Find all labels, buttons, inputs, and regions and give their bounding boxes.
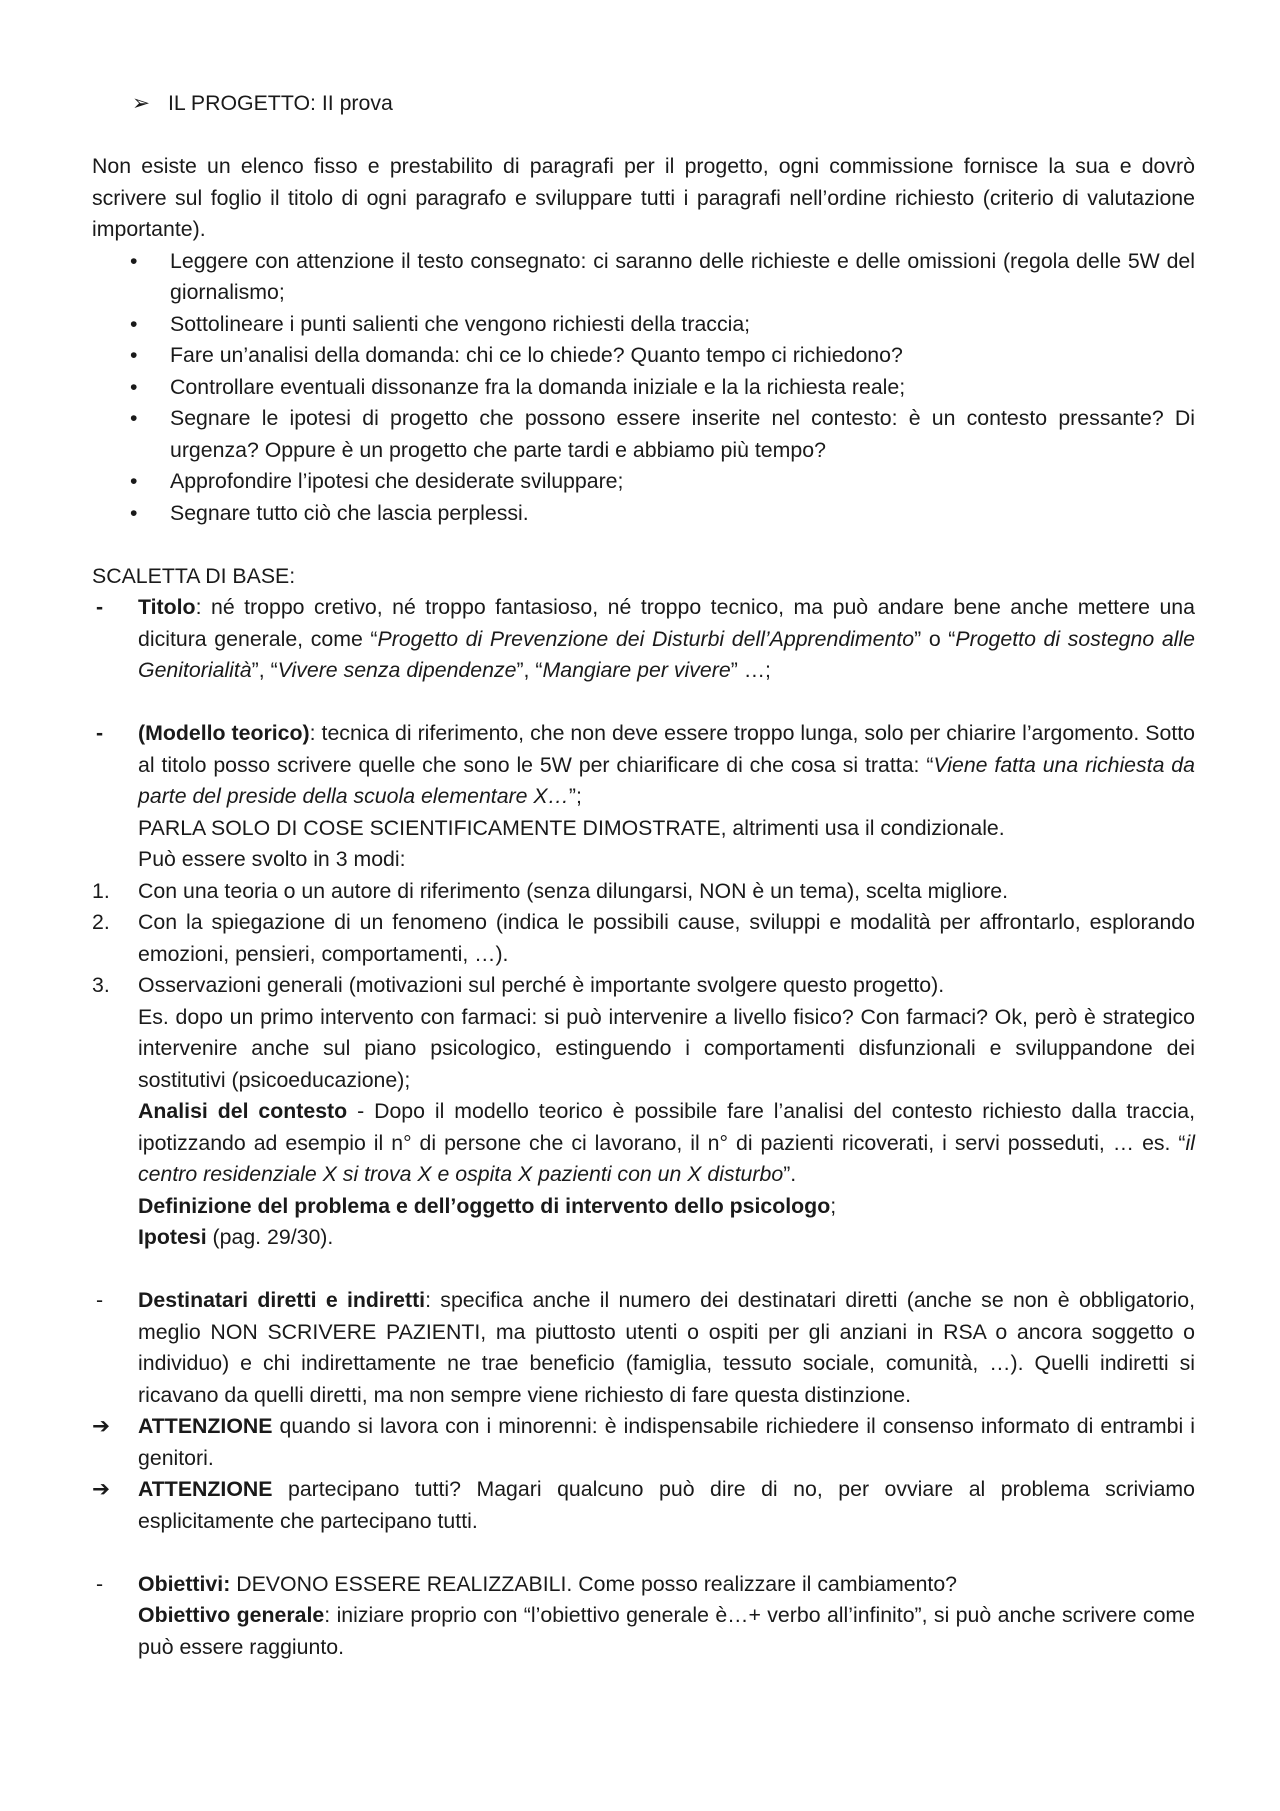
dash-bullet-icon: - (96, 721, 104, 745)
obiettivi-label: Obiettivi: (138, 1571, 231, 1596)
obiettivo-generale-paragraph: Obiettivo generale: iniziare proprio con “l’obiettivo generale è…+ verbo all’infinito”, si può anche scrivere come può essere raggiunto. (138, 1603, 1196, 1659)
example-paragraph: Es. dopo un primo intervento con farmaci: si può intervenire a livello fisico? Con farmaci? Ok, però è strategico intervenire anche sul piano psicologico, estinguendo i comportamenti disfunzionali e sviluppandone dei sostitutivi (psicoeducazione); (138, 1004, 1195, 1092)
list-item: • Segnare tutto ciò che lascia perplessi. (92, 498, 1195, 530)
arrow-right-icon: ➔ (92, 1477, 110, 1501)
item-number: 2. (92, 910, 110, 934)
list-item: • Fare un’analisi della domanda: chi ce lo chiede? Quanto tempo ci richiedono? (92, 340, 1195, 372)
numbered-item: 3. Osservazioni generali (motivazioni sul perché è importante svolgere questo progetto). (92, 970, 1195, 1002)
arrowhead-bullet-icon: ➢ (132, 91, 150, 115)
bullet-icon: • (130, 406, 138, 430)
numbered-item: 2. Con la spiegazione di un fenomeno (indica le possibili cause, sviluppi e modalità per affrontarlo, esplorando emozioni, pensieri, comportamenti, …). (92, 907, 1195, 970)
definizione-line: Definizione del problema e dell’oggetto di intervento dello psicologo; (138, 1193, 837, 1218)
bullet-icon: • (130, 248, 138, 273)
item-number: 1. (92, 878, 110, 903)
analisi-paragraph: Analisi del contesto - Dopo il modello teorico è possibile fare l’analisi del contesto richiesto dalla traccia, ipotizzando ad esempio il n° di persone che ci lavorano, il n° di pazienti ricoverati, i servi posseduti, … es. “il centro residenziale X si trova X e ospita X pazienti con un X disturbo”. (138, 1099, 1195, 1186)
destinatari-item: - Destinatari diretti e indiretti: specifica anche il numero dei destinatari diretti (anche se non è obbligatorio, meglio NON SCRIVERE PAZIENTI, ma piuttosto utenti o ospiti per gli anziani in RSA o ancora soggetto o individuo) e chi indirettamente ne trae beneficio (famiglia, tessuto sociale, comunità, …). Quelli indiretti si ricavano da quelli diretti, ma non sempre viene richiesto di fare questa distinzione. (92, 1285, 1195, 1411)
section-heading (92, 88, 1195, 120)
dash-bullet-icon: - (96, 1571, 104, 1596)
bullet-icon: • (130, 311, 138, 336)
bullet-list (92, 246, 1195, 530)
modello-note: PARLA SOLO DI COSE SCIENTIFICAMENTE DIMOSTRATE, altrimenti usa il condizionale. (138, 815, 1005, 840)
document-page (92, 88, 1195, 1663)
bullet-icon: • (130, 500, 138, 525)
list-item: • Sottolineare i punti salienti che vengono richiesti della traccia; (92, 309, 1195, 341)
list-item: • Controllare eventuali dissonanze fra la domanda iniziale e la la richiesta reale; (92, 372, 1195, 404)
attenzione-item: ➔ ATTENZIONE partecipano tutti? Magari qualcuno può dire di no, per ovviare al problema scriviamo esplicitamente che partecipano tutti. (92, 1474, 1195, 1537)
bullet-icon: • (130, 374, 138, 399)
item-number: 3. (92, 973, 110, 997)
list-item: • Approfondire l’ipotesi che desiderate sviluppare; (92, 466, 1195, 498)
titolo-item: - Titolo: né troppo cretivo, né troppo fantasioso, né troppo tecnico, ma può andare bene anche mettere una dicitura generale, come “Progetto di Prevenzione dei Disturbi dell’Apprendimento” o “Progetto di sostegno alle Genitorialità”, “Vivere senza dipendenze”, “Mangiare per vivere” …; (92, 592, 1195, 687)
titolo-label: Titolo (138, 595, 196, 619)
modello-label: (Modello teorico) (138, 721, 310, 745)
obiettivi-item: - Obiettivi: DEVONO ESSERE REALIZZABILI. Come posso realizzare il cambiamento? (92, 1569, 1195, 1601)
list-item: • Segnare le ipotesi di progetto che possono essere inserite nel contesto: è un contesto pressante? Di urgenza? Oppure è un progetto che parte tardi e abbiamo più tempo? (92, 403, 1195, 466)
arrow-right-icon: ➔ (92, 1414, 110, 1438)
modello-item: - (Modello teorico): tecnica di riferimento, che non deve essere troppo lunga, solo per chiarire l’argomento. Sotto al titolo posso scrivere quelle che sono le 5W per chiarificare di che cosa si tratta: “Viene fatta una richiesta da parte del preside della scuola elementare X…”; (92, 718, 1195, 813)
intro-paragraph: Non esiste un elenco fisso e prestabilito di paragrafi per il progetto, ogni commissione fornisce la sua e dovrò scrivere sul foglio il titolo di ogni paragrafo e sviluppare tutti i paragrafi nell’ordine richiesto (criterio di valutazione importante). (92, 154, 1195, 241)
dash-bullet-icon: - (96, 1288, 104, 1312)
ipotesi-line: Ipotesi (pag. 29/30). (138, 1225, 334, 1249)
bullet-icon: • (130, 469, 138, 493)
numbered-item: 1. Con una teoria o un autore di riferimento (senza dilungarsi, NON è un tema), scelta migliore. (92, 876, 1195, 908)
modello-modes-intro: Può essere svolto in 3 modi: (138, 847, 406, 871)
dash-bullet-icon: - (96, 595, 104, 619)
destinatari-label: Destinatari diretti e indiretti (138, 1288, 426, 1312)
bullet-icon: • (130, 343, 138, 367)
list-item: • Leggere con attenzione il testo consegnato: ci saranno delle richieste e delle omissioni (regola delle 5W del giornalismo; (92, 246, 1195, 309)
heading-text: IL PROGETTO: II prova (168, 91, 393, 115)
scaletta-title: SCALETTA DI BASE: (92, 563, 296, 588)
attenzione-item: ➔ ATTENZIONE quando si lavora con i minorenni: è indispensabile richiedere il consenso informato di entrambi i genitori. (92, 1411, 1195, 1474)
